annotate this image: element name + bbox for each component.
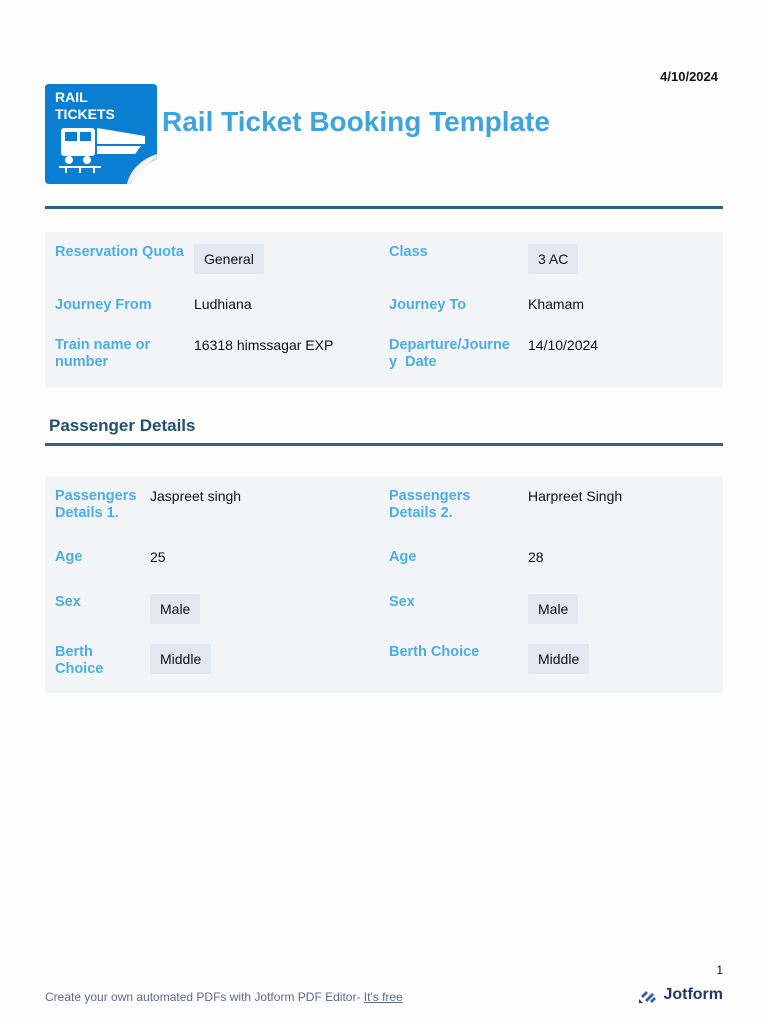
journey-from-label: Journey From — [55, 297, 152, 313]
train-label — [55, 337, 150, 371]
date: 4/10/2024 — [660, 69, 718, 84]
jotform-logo-icon — [639, 987, 657, 1003]
departure-date-label — [389, 337, 510, 371]
journey-details-panel — [45, 232, 723, 387]
passenger1-label — [55, 488, 136, 522]
passenger-details-panel — [45, 477, 723, 693]
jotform-brand[interactable] — [639, 986, 723, 1004]
jotform-brand-text: Jotform — [663, 986, 723, 1003]
passenger2-label — [389, 488, 470, 522]
passenger2-label-line1: Passengers — [389, 488, 471, 504]
departure-label-line1: Departure/Journe — [389, 337, 510, 353]
journey-to-value: Khamam — [528, 296, 585, 312]
departure-label-line2: y Date — [389, 354, 437, 370]
passenger1-berth-value: Middle — [150, 644, 211, 674]
train-label-line2: number — [55, 354, 109, 370]
header-divider — [45, 206, 723, 209]
passenger2-berth-label: Berth Choice — [389, 644, 480, 660]
passenger1-sex-value: Male — [150, 594, 200, 624]
rail-tickets-logo — [45, 84, 157, 184]
passenger1-berth-label — [55, 644, 103, 678]
page-title: Rail Ticket Booking Template — [162, 106, 550, 137]
passenger1-age-label: Age — [55, 549, 83, 565]
class-label: Class — [389, 244, 428, 260]
train-label-line1: Train name or — [55, 337, 151, 353]
reservation-quota-value: General — [194, 244, 264, 274]
page-number: 1 — [716, 963, 723, 977]
reservation-quota-label: Reservation Quota — [55, 244, 184, 260]
passenger2-sex-value: Male — [528, 594, 578, 624]
footer-text: Create your own automated PDFs with Jotform PDF Editor- — [45, 990, 364, 1004]
passenger1-sex-label: Sex — [55, 594, 81, 610]
passenger2-age-value: 28 — [528, 549, 544, 565]
class-value: 3 AC — [528, 244, 578, 274]
passenger2-age-label: Age — [389, 549, 417, 565]
train-value: 16318 himssagar EXP — [194, 337, 334, 353]
logo-text-tickets: TICKETS — [55, 106, 115, 122]
passenger1-age-value: 25 — [150, 549, 166, 565]
departure-date-value: 14/10/2024 — [528, 337, 599, 353]
logo-text-rail: RAIL — [55, 89, 88, 105]
journey-from-value: Ludhiana — [194, 296, 252, 312]
passenger-section-title: Passenger Details — [49, 416, 196, 435]
passenger-divider — [45, 443, 723, 446]
berth-label-line1: Berth — [55, 644, 93, 660]
passenger1-name: Jaspreet singh — [150, 488, 242, 504]
footer-promo — [45, 990, 403, 1004]
passenger2-sex-label: Sex — [389, 594, 415, 610]
its-free-link[interactable]: It's free — [363, 990, 403, 1004]
journey-to-label: Journey To — [389, 297, 467, 313]
passenger1-label-line2: Details 1. — [55, 505, 119, 521]
passenger2-name: Harpreet Singh — [528, 488, 623, 504]
passenger2-berth-value: Middle — [528, 644, 589, 674]
passenger1-label-line1: Passengers — [55, 488, 137, 504]
passenger2-label-line2: Details 2. — [389, 505, 453, 521]
berth-label-line2: Choice — [55, 661, 104, 677]
